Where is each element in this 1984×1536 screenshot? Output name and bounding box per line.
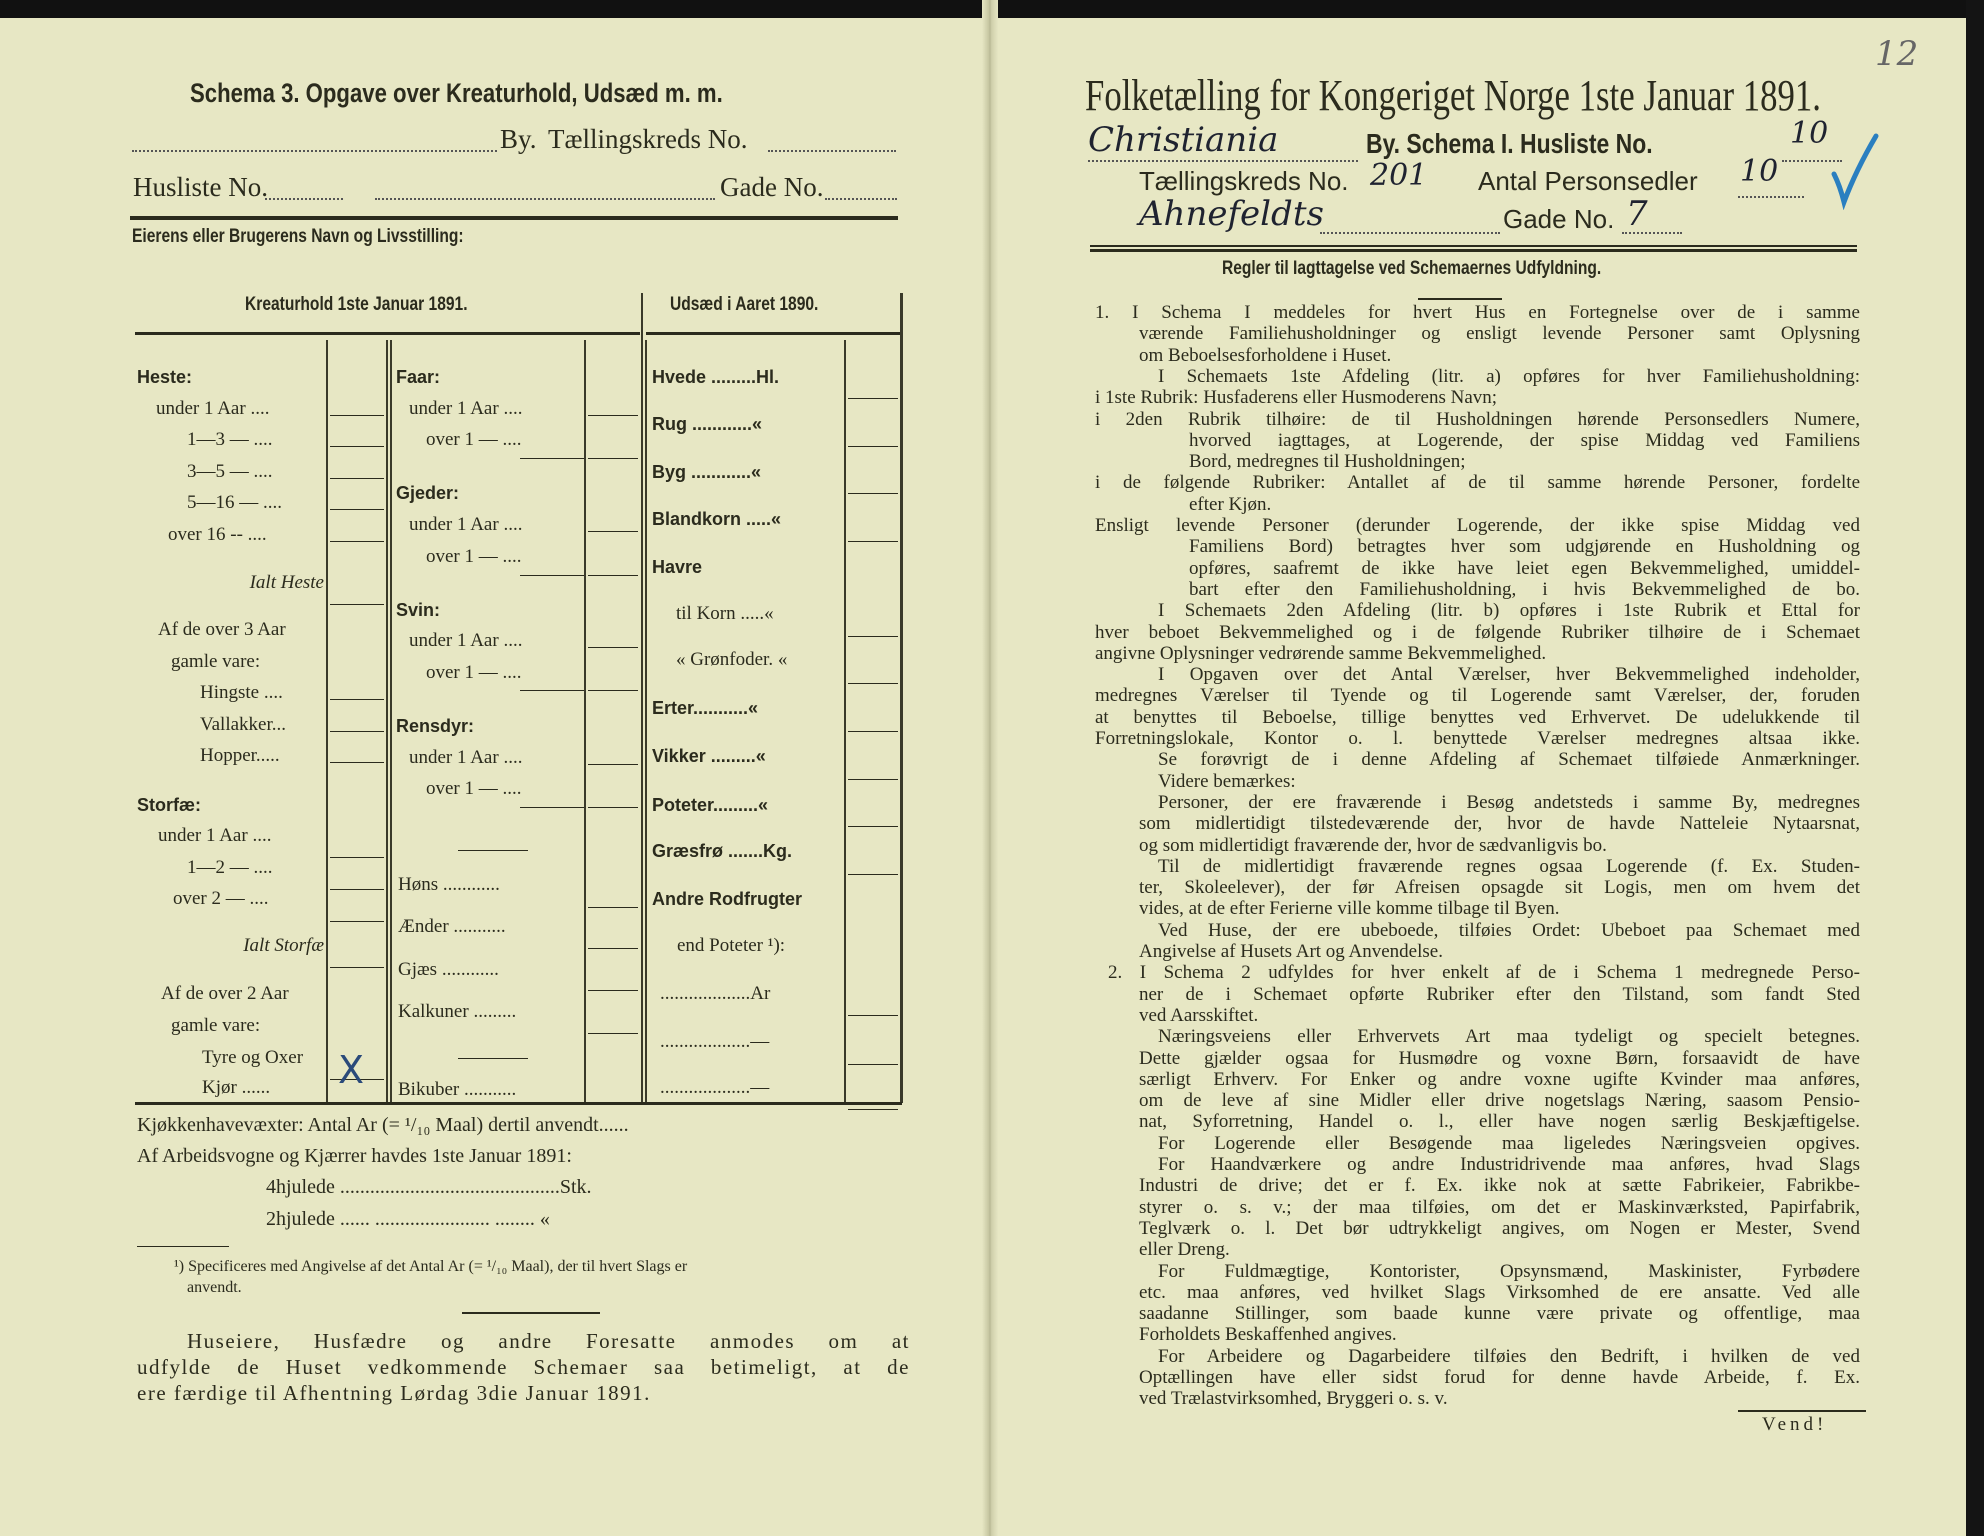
fourwheel-line: 4hjulede ............................................Stk. [266,1176,592,1198]
husliste-field[interactable] [265,198,343,200]
rules-text-line: værende Familiehusholdninger og ensligt levende Personer samt Oplysning [1139,323,1860,344]
rules-text-line: Industri de drive; det er f. Ex. ikke nok at sætte Fabrikeier, Fabrikbe- [1139,1175,1860,1196]
table-entry-line[interactable] [848,731,898,732]
rule [1738,1410,1866,1412]
table-row-label: over 1 — .... [426,546,522,567]
divider [645,340,647,1103]
table-row-label: Erter...........« [652,698,759,718]
rules-text-line: i 1ste Rubrik: Husfaderens eller Husmoderens Navn; [1095,387,1498,408]
table-row-label: Hvede .........Hl. [652,367,780,387]
table-row-label: gamle vare: [171,1015,261,1036]
table-row-label: « Grønfoder. « [676,649,788,670]
rules-text-line: Næringsveiens eller Erhvervets Art maa tydeligt og specielt betegnes. [1158,1026,1860,1047]
left-title [190,78,840,109]
table-row-label: Havre [652,557,703,577]
table-entry-line[interactable] [520,575,584,576]
rule [1090,245,1857,247]
table-row-label: Vikker .........« [652,746,766,766]
rules-text-line: Ensligt levende Personer (derunder Logerende, der ikke spise Middag ved [1095,515,1860,536]
twowheel-line: 2hjulede ...... ....................... ........ « [266,1208,550,1230]
rules-text-line: Angivelse af Husets Art og Anvendelse. [1139,941,1443,962]
table-row-label: Rensdyr: [396,716,475,736]
by-schema-husliste-label [1366,128,1716,160]
divider [584,340,586,1103]
table-row-label: 5—16 — .... [187,492,282,513]
table-row-label: Poteter.........« [652,795,769,815]
table-row-label: Græsfrø .......Kg. [652,841,793,861]
rules-text-line: ved Trælastvirksomhed, Bryggeri o. s. v. [1139,1388,1448,1409]
rules-text-line: I Schemaets 2den Afdeling (litr. b) opføres i 1ste Rubrik et Ettal for [1158,600,1860,621]
table-entry-line[interactable] [458,850,528,851]
rules-text-line: etc. maa anføres, ved hvilket Slags Virksomhed de ere ansatte. Ved alle [1139,1282,1860,1303]
table-row-label: Ænder ........... [398,916,506,937]
table-entry-line[interactable] [588,764,638,765]
table-entry-line[interactable] [848,826,898,827]
rules-text-line: og som midlertidigt fraværende der, hvor de sædvanligvis bo. [1139,835,1607,856]
table-row-label: ...................Ar [660,983,771,1004]
table-entry-line[interactable] [848,636,898,637]
rules-text-line: Forretningslokale, Kontor o. l. benyttede Værelser medregnes altsaa ikke. [1095,728,1860,749]
census-title [1085,70,1984,121]
antal-personsedler-label: Antal Personsedler [1478,166,1698,196]
rules-text-line: medregnes Værelser til Tyende og til Logerende samt Værelser, der, foruden [1095,685,1860,706]
table-entry-line[interactable] [848,779,898,780]
table-entry-line[interactable] [848,1109,898,1110]
table-row-label: Svin: [396,600,441,620]
rules-text-line: nat, Syforretning, Handel o. l., eller have nogen særlig Beskjæftigelse. [1139,1111,1860,1132]
table-row-label: Rug ............« [652,414,763,434]
street-field[interactable] [375,198,715,200]
header-kreaturhold [245,294,516,316]
rule [1418,298,1502,300]
table-row-label: under 1 Aar .... [409,514,523,535]
table-row-label: under 1 Aar .... [409,630,523,651]
blue-checkmark-icon [1830,130,1880,210]
rules-text-line: styrer o. s. v.; der maa tilføies, om det er Maskinværksted, Papirfabrik, [1139,1197,1860,1218]
rules-text-line: For Haandværkere og andre Industridrivende maa anføres, hvad Slags [1158,1154,1860,1175]
rules-text-line: angivne Oplysninger vedrørende samme Bekvemmelighed. [1095,643,1547,664]
rule [135,332,640,335]
rules-text-line: efter Kjøn. [1189,494,1272,515]
table-row-label: ...................— [660,1077,770,1098]
table-row-label: Byg ............« [652,462,762,482]
divider [386,340,388,1103]
table-entry-line[interactable] [520,690,584,691]
rules-text-line: I Schemaets 1ste Afdeling (litr. a) opføres for hver Familiehusholdning: [1158,366,1860,387]
table-row-label: Ialt Heste [249,572,324,593]
taellingskreds-label: Tællingskreds No. [548,124,748,154]
table-entry-line[interactable] [330,541,384,542]
header-udsaed [670,294,851,316]
table-entry-line[interactable] [330,699,384,700]
rule [1090,249,1857,252]
table-row-label: Hingste .... [200,682,283,703]
table-entry-line[interactable] [330,889,384,890]
table-entry-line[interactable] [458,1058,528,1059]
rules-text-line: at benyttes til Beboelse, tillige benyttes ved Erhvervet. De udelukkende til [1095,707,1860,728]
rules-text-line: Ved Huse, der ere ubeboede, tilføies Ordet: Ubeboet paa Schemaet med [1158,920,1860,941]
table-row-label: til Korn .....« [676,603,774,624]
table-row-label: over 1 — .... [426,778,522,799]
table-entry-line[interactable] [330,857,384,858]
table-row-label: Ialt Storfæ [243,935,324,956]
table-entry-line[interactable] [848,1015,898,1016]
divider [326,340,328,1103]
table-row-label: Kjør ...... [202,1077,271,1098]
table-row-label: Heste: [137,367,193,387]
table-entry-line[interactable] [330,478,384,479]
rules-text-line: hver beboet Bekvemmelighed og i de følgende Rubriker tilhøire de i Schemaet [1095,622,1860,643]
table-row-label: over 16 -- .... [168,524,267,545]
divider [641,293,643,1103]
rule [137,1246,229,1247]
table-entry-line[interactable] [588,531,638,532]
table-row-label: 1—3 — .... [187,429,273,450]
table-entry-line[interactable] [330,921,384,922]
table-row-label: over 1 — .... [426,429,522,450]
rules-text-line: hvorved iagttages, at Logerende, der spise Middag ved Familiens [1189,430,1860,451]
rules-text-line: I Opgaven over det Antal Værelser, hver Bekvemmelighed indeholder, [1158,664,1860,685]
table-row-label: over 1 — .... [426,662,522,683]
closing-line: udfylde de Huset vedkommende Schemaer saa betimeligt, at de [137,1355,910,1379]
rules-text-line: ved Aarsskiftet. [1139,1005,1259,1026]
table-entry-line[interactable] [848,683,898,684]
table-row-label: Hopper..... [200,745,280,766]
vend-note: Vend! [1762,1414,1828,1435]
table-entry-line[interactable] [330,762,384,763]
table-entry-line[interactable] [848,446,898,447]
rules-text-line: For Arbeidere og Dagarbeidere tilføies den Bedrift, i hvilken de ved [1158,1346,1860,1367]
table-row-label: 3—5 — .... [187,461,273,482]
table-row-label: Gjæs ............ [398,959,499,980]
taellingskreds-field[interactable] [768,150,896,152]
rules-title-text: Regler til Iagttagelse ved Schemaernes Udfyldning. [1222,258,1602,279]
table-row-label: Blandkorn .....« [652,509,782,529]
rules-text-line: opføres, saafremt de ikke have leiet egen Bekvemmelighed, umiddel- [1189,558,1860,579]
table-entry-line[interactable] [848,493,898,494]
antal-no-handwritten[interactable]: 10 [1740,154,1779,189]
rules-text-line: Familiens Bord) betragtes hver som udgjørende en Husholdning og [1189,536,1860,557]
rules-text-line: bart efter den Familiehusholdning, i hvis Bekvemmelighed de bo. [1189,579,1860,600]
rules-text-line: Personer, der ere fraværende i Besøg andetsteds i samme By, medregnes [1158,792,1860,813]
footnote: ¹) Specificeres med Angivelse af det Antal Ar (= ¹/₁₀ Maal), der til hvert Slags er [174,1258,688,1275]
husliste-label: Husliste No. [133,172,268,202]
rules-text-line: Dette gjælder ogsaa for Husmødre og voxne Børn, forsaavidt de have [1139,1048,1860,1069]
closing-line: Huseiere, Husfædre og andre Foresatte anmodes om at [187,1329,910,1353]
kjokkenhave-line: Kjøkkenhavevæxter: Antal Ar (= ¹/₁₀ Maal) dertil anvendt...... [137,1114,629,1136]
table-entry-line[interactable] [330,509,384,510]
gade-label: Gade No. [1503,204,1615,234]
table-entry-line[interactable] [330,967,384,968]
table-entry-line[interactable] [588,415,638,416]
rules-text-line: saadanne Stillinger, som baade kunne være private og offentlige, maa [1139,1303,1860,1324]
rules-text-line: Videre bemærkes: [1158,771,1296,792]
gade-field [1622,232,1682,234]
table-entry-line[interactable] [330,415,384,416]
table-entry-line[interactable] [588,690,638,691]
owner-label [132,226,536,248]
rules-text-line: Teglværk o. l. Det bør udtrykkeligt angives, om Nogen er Mester, Svend [1139,1218,1860,1239]
by-label: By. [500,124,537,154]
rules-text-line: ter, Skoleelever), der før Afreisen opsagde sit Logis, men om hvem det [1139,877,1860,898]
header-udsaed-text: Udsæd i Aaret 1890. [670,294,819,315]
rules-text-line: 2. I Schema 2 udfyldes for hver enkelt af de i Schema 1 medregnede Perso- [1108,962,1860,983]
table-row-label: ...................— [660,1031,770,1052]
divider [844,340,846,1103]
rules-text-line: 1. I Schema I meddeles for hvert Hus en Fortegnelse over de i samme [1095,302,1860,323]
table-entry-line[interactable] [330,446,384,447]
rules-text-line: i de følgende Rubriker: Antallet af de til samme hørende Personer, fordelte [1095,472,1860,493]
rules-text-line: For Fuldmægtige, Kontorister, Opsynsmænd, Maskinister, Fyrbødere [1158,1261,1860,1282]
table-row-label: Kalkuner ......... [398,1001,517,1022]
table-entry-line[interactable] [588,948,638,949]
divider [900,293,903,1103]
header-kreaturhold-text: Kreaturhold 1ste Januar 1891. [245,294,468,315]
table-entry-line[interactable] [848,874,898,875]
table-row-label: Storfæ: [137,795,201,815]
scan-right-edge [1966,0,1984,1536]
rule [130,216,898,220]
rules-title [1222,258,1684,280]
rules-text-line: om de leve af sine Midler eller drive nogetslags Næring, saasom Pensio- [1139,1090,1860,1111]
table-entry-line[interactable] [520,458,584,459]
table-row-label: Høns ............ [398,874,500,895]
rules-text-line: som midlertidigt tilstedeværende der, hvor de havde Natteleie Nytaarsnat, [1139,813,1860,834]
table-row-label: Faar: [396,367,441,387]
gade-no-handwritten[interactable]: 7 [1626,194,1648,234]
rule [135,1102,902,1105]
rules-text-line: særligt Erhverv. For Enker og andre voxne ugifte Kvinder maa anføres, [1139,1069,1860,1090]
rules-text-line: Bord, medregnes til Husholdningen; [1189,451,1466,472]
table-row-label: under 1 Aar .... [156,398,270,419]
rules-text-line: ner de i Schemaet opførte Rubriker efter den Tilstand, som fandt Sted [1139,984,1860,1005]
table-entry-line[interactable] [588,807,638,808]
table-row-label: under 1 Aar .... [409,747,523,768]
table-entry-line[interactable] [848,541,898,542]
rules-text-line: Til de midlertidigt fraværende regnes ogsaa Logerende (f. Ex. Studen- [1158,856,1860,877]
rules-text-line: vides, at de efter Ferierne ville komme tilbage til Byen. [1139,898,1560,919]
city-field [1088,160,1358,162]
table-entry-line[interactable] [588,907,638,908]
table-entry-line[interactable] [848,1064,898,1065]
taellingskreds-no-handwritten[interactable]: 201 [1370,158,1428,193]
rules-text-line: i 2den Rubrik tilhøire: de til Husholdningen hørende Personsedlers Numere, [1095,409,1860,430]
table-row-label: Gjeder: [396,483,460,503]
gade-label: Gade No. [720,172,824,202]
table-row-label: Af de over 2 Aar [161,983,289,1004]
table-entry-line[interactable] [588,458,638,459]
rules-text-line: Forholdets Beskaffenhed angives. [1139,1324,1397,1345]
table-entry-line[interactable] [588,990,638,991]
table-entry-line[interactable] [330,604,384,605]
rule [646,332,900,335]
rules-text-line: Se forøvrigt de i denne Afdeling af Schemaet tilføiede Anmærkninger. [1158,749,1860,770]
rules-text-line: om Beboelsesforholdene i Huset. [1139,345,1392,366]
table-row-label: under 1 Aar .... [158,825,272,846]
gade-field[interactable] [825,198,897,200]
by-field[interactable] [132,150,497,152]
divider [390,340,392,1103]
handwritten-x-mark: X [338,1048,365,1092]
table-row-label: gamle vare: [171,651,261,672]
rules-text-line: eller Dreng. [1139,1239,1230,1260]
table-row-label: Tyre og Oxer [202,1047,304,1068]
rules-text-line: For Logerende eller Besøgende maa ligeledes Næringsveien opgives. [1158,1133,1860,1154]
rule [462,1312,600,1314]
table-entry-line[interactable] [588,575,638,576]
table-entry-line[interactable] [588,647,638,648]
table-entry-line[interactable] [848,398,898,399]
owner-label-text: Eierens eller Brugerens Navn og Livsstilling: [132,226,464,247]
taellingskreds-label: Tællingskreds No. [1139,166,1349,196]
husliste-no-handwritten[interactable]: 10 [1790,116,1829,151]
street-handwritten[interactable]: Ahnefeldts [1139,194,1324,234]
table-entry-line[interactable] [330,731,384,732]
table-row-label: under 1 Aar .... [409,398,523,419]
left-title-text: Schema 3. Opgave over Kreaturhold, Udsæd m. m. [190,78,723,108]
table-row-label: end Poteter ¹): [677,935,786,956]
book-spine [982,0,998,1536]
page-number: 12 [1875,34,1919,74]
table-row-label: Andre Rodfrugter [652,889,802,909]
arbeidsvogne-line: Af Arbeidsvogne og Kjærrer havdes 1ste Januar 1891: [137,1145,572,1167]
table-row-label: Af de over 3 Aar [158,619,286,640]
table-entry-line[interactable] [588,1033,638,1034]
table-row-label: over 2 — .... [173,888,269,909]
table-row-label: Bikuber ........... [398,1079,517,1100]
census-title-text: Folketælling for Kongeriget Norge 1ste Januar 1891. [1085,71,1821,120]
closing-line: ere færdige til Afhentning Lørdag 3die Januar 1891. [137,1381,651,1405]
table-row-label: Vallakker... [200,714,287,735]
by-schema-husliste-text: By. Schema I. Husliste No. [1366,128,1653,159]
table-row-label: 1—2 — .... [187,857,273,878]
rules-text-line: Optællingen have eller sidst forud for denne havde Arbeide, f. Ex. [1139,1367,1860,1388]
table-entry-line[interactable] [520,807,584,808]
street-field [1320,232,1500,234]
city-handwritten[interactable]: Christiania [1088,120,1279,160]
footnote-cont: anvendt. [187,1279,242,1296]
antal-field [1738,196,1804,198]
